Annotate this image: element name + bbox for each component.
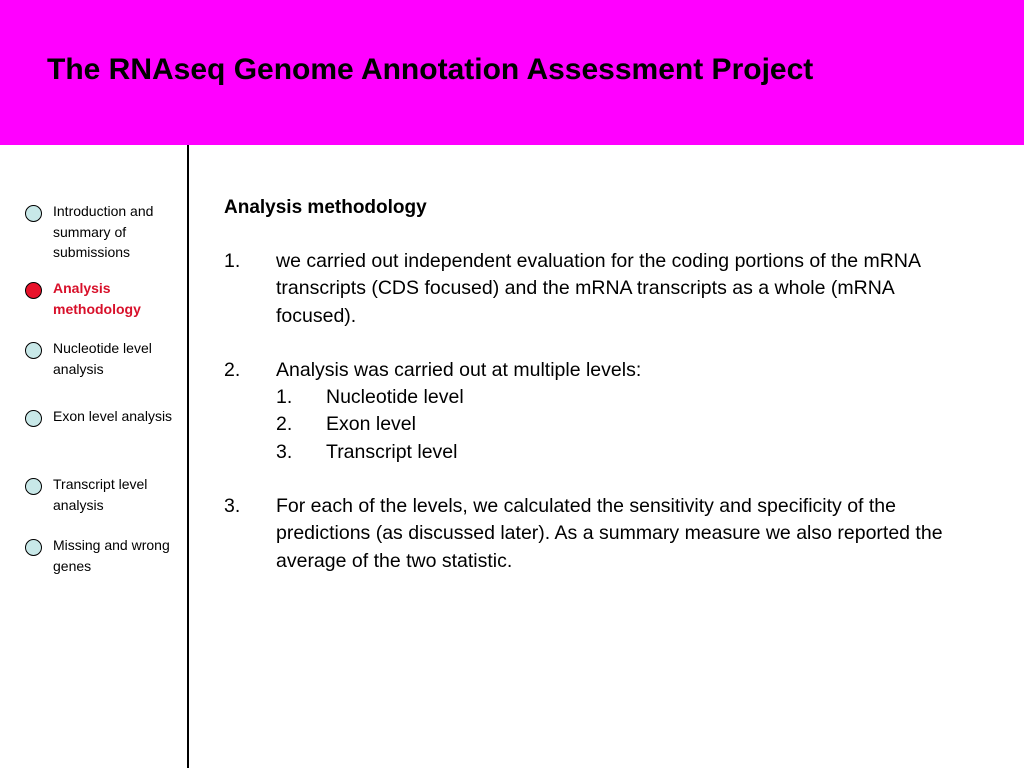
section-heading: Analysis methodology: [224, 197, 427, 218]
list-text: we carried out independent evaluation for the coding portions of the mRNA transcripts (CDS focused) and the mRNA transcripts as a whole (mRNA focused).: [276, 250, 920, 327]
nav-dot-icon: [25, 478, 42, 495]
sidebar-item-label: Introduction and summary of submissions: [53, 203, 154, 260]
list-text: For each of the levels, we calculated the sensitivity and specificity of the predictions (as discussed later). As a summary measure we also reported the average of the two statistic.: [276, 495, 943, 572]
list-item: [224, 493, 1004, 575]
list-text: Analysis was carried out at multiple levels:: [276, 358, 642, 381]
sub-list-text: Transcript level: [326, 440, 458, 463]
sub-list-number: 3.: [276, 440, 293, 463]
nav-dot-icon: [25, 539, 42, 556]
sub-list-item: [276, 439, 1004, 466]
sub-list-item: [276, 411, 1004, 438]
list-item: [224, 357, 1004, 466]
list-number: 1.: [224, 250, 241, 272]
main-content: [224, 194, 1004, 575]
sidebar-item-label: Analysis methodology: [53, 280, 141, 317]
header-banner: [0, 0, 1024, 145]
nav-dot-icon: [25, 410, 42, 427]
list-item: [224, 248, 1004, 330]
sub-list-text: Nucleotide level: [326, 386, 464, 409]
sub-list-number: 1.: [276, 386, 293, 409]
nav-dot-icon: [25, 205, 42, 222]
nav-dot-icon: [25, 342, 42, 359]
list-number: 2.: [224, 358, 241, 381]
sidebar-item-label: Missing and wrong genes: [53, 537, 170, 574]
sidebar-item-label: Transcript level analysis: [53, 476, 148, 513]
sidebar-item-label: Exon level analysis: [53, 408, 173, 424]
sub-list-item: [276, 384, 1004, 411]
sub-list-text: Exon level: [326, 413, 416, 436]
sub-list-number: 2.: [276, 413, 293, 436]
sidebar-item-label: Nucleotide level analysis: [53, 340, 152, 377]
spacer: [224, 221, 1004, 248]
list-number: 3.: [224, 495, 241, 518]
nav-dot-active-icon: [25, 282, 42, 299]
page-title: The RNAseq Genome Annotation Assessment Project: [47, 53, 814, 86]
spacer: [224, 330, 1004, 357]
spacer: [224, 466, 1004, 493]
